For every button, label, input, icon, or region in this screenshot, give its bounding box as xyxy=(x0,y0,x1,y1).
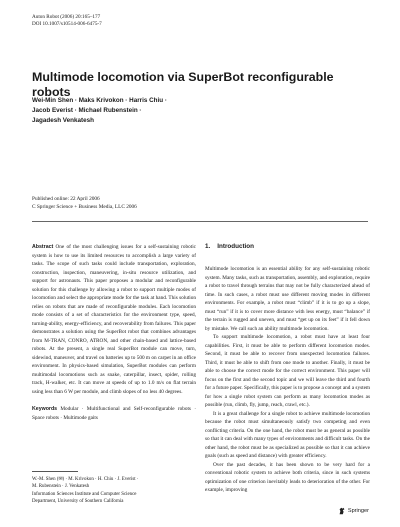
footnote-line: M. Rubenstein · J. Venkatesh xyxy=(32,484,90,490)
journal-citation: Auton Robot (2006) 20:165–177 xyxy=(32,14,101,20)
section-heading xyxy=(205,243,370,251)
journal-doi: DOI 10.1007/s10514-006-6475-7 xyxy=(32,21,102,28)
abstract xyxy=(32,243,196,396)
keywords-label: Keywords xyxy=(32,406,58,412)
abstract-text: One of the most challenging issues for a self-sustaining robotic system is how to use its limited resources to accomplish a large variety of tasks. The scope of such tasks could include transportation, exploration, construction, inspection, maneuvering, in-situ resource utilization, and support for astronauts. This paper proposes a modular and reconfigurable solution for this challenge by allowing a robot to support multiple modes of locomotion and select the appropriate mode for the task at hand. This solution relies on robots that are made of reconfigurable modules. Each locomotion mode consists of a set of characteristics for the environment type, speed, turning-ability, energy-efficiency, and recoverability from failures. This paper demonstrates a solution using the SuperBot robot that combines advantages from M-TRAN, CONRO, ATRON, and other chain-based and lattice-based robots. At the present, a single real SuperBot module can move, turn, sidewind, maneuver, and travel on batteries up to 500 m on carpet in an office environment. In physics-based simulation, SuperBot modules can perform multimodal locomotions such as snake, caterpillar, insect, spider, rolling track, H-walker, etc. It can move at speeds of up to 1.0 m/s on flat terrain using less than 6 W per module, and climb slopes of no less 40 degrees. xyxy=(32,244,196,395)
publication-info xyxy=(32,196,137,211)
publisher-name: Springer xyxy=(347,508,369,514)
right-column xyxy=(205,243,370,495)
paper-title: Multimode locomotion via SuperBot reconfigurable robots xyxy=(32,70,334,99)
intro-paragraph: Over the past decades, it has been shown to be very hard for a conventional robotic system to achieve both criteria, since in such systems optimization of one criterion inevitably leads to deterioration of the other. For example, improving xyxy=(205,461,370,493)
journal-header xyxy=(32,14,102,28)
section-number: 1. xyxy=(205,243,211,250)
intro-paragraph: Multimode locomotion is an essential ability for any self-sustaining robotic system. Many tasks, such as transportation, assembly, and exploration, require a robot to travel through terrains that may not be fully characterized ahead of time. In such cases, a robot must use different moving modes in different environments. For example, a robot must “climb” if it is to go up a slope, must “run” if it is to cover more distance with less energy, must “balance” if the terrain is rugged and uneven, and must “get up on its feet” if it fell down by mistake. We call such an ability multimode locomotion. xyxy=(205,266,370,332)
intro-paragraph: To support multimode locomotion, a robot must have at least four capabilities. First, it must be able to perform different locomotion modes. Second, it must be able to recover from unexpected locomotion failures. Third, it must be able to shift from one mode to another. Finally, it must be able to choose the correct mode for the correct environment. This paper will focus on the first and the second topic and we will leave the third and fourth for a future paper. Specifically, this paper is to propose a concept and a system for how a single robot system can perform as many locomotion modes as possible (run, climb, fly, jump, reach, crawl, etc.). xyxy=(205,334,370,408)
footnote-line: Information Sciences Institute and Computer Science xyxy=(32,491,137,497)
copyright-line: C Springer Science + Business Media, LLC 2006 xyxy=(32,203,137,210)
author-line: Jagadesh Venkatesh xyxy=(32,117,94,124)
author-line: Wei-Min Shen · Maks Krivokon · Harris Chiu · xyxy=(32,97,167,104)
author-line: Jacob Everist · Michael Rubenstein · xyxy=(32,107,142,114)
keywords-text: Modular · Multifunctional and Self-reconfigurable robots · Space robots · Multimode gaits xyxy=(32,406,196,421)
section-title: Introduction xyxy=(217,243,254,250)
springer-horse-icon xyxy=(338,507,346,515)
header-divider xyxy=(32,221,368,222)
author-affiliation-footnote xyxy=(32,476,196,505)
left-column xyxy=(32,243,196,422)
published-date: Published online: 22 April 2006 xyxy=(32,196,100,202)
footnote-divider xyxy=(32,471,78,472)
footnote-line: W.-M. Shen (✉) · M. Krivokon · H. Chiu · J. Everist · xyxy=(32,477,139,482)
publisher-logo xyxy=(338,507,369,515)
intro-paragraph: It is a great challenge for a single robot to achieve multimode locomotion because the robot must simultaneously satisfy two competing and even conflicting criteria. On the one hand, the robot must be as general as possible so that it can deal with many types of environments and difficult tasks. On the other hand, the robot must be as specialized as possible so that it can achieve goals (such as speed and distance) with greater efficiency. xyxy=(205,410,370,459)
footnote-line: Department, University of Southern California xyxy=(32,498,124,504)
author-list xyxy=(32,96,332,126)
keywords xyxy=(32,405,196,422)
abstract-label: Abstract xyxy=(32,244,54,250)
